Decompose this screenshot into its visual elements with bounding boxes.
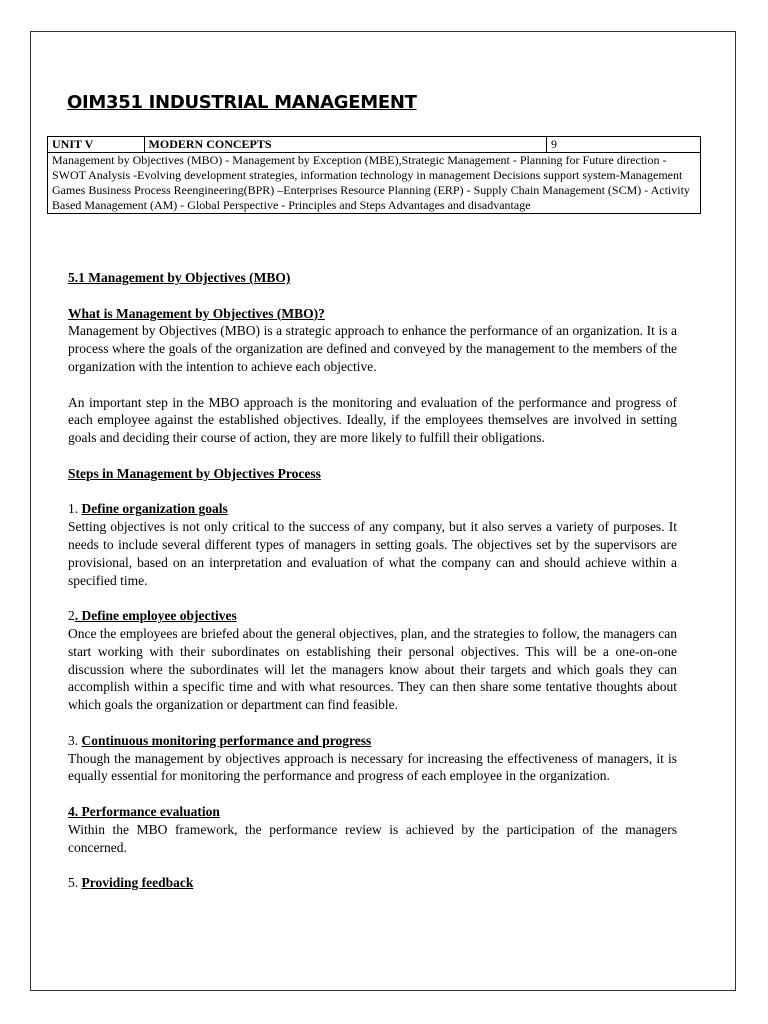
paragraph-1: Management by Objectives (MBO) is a strategic approach to enhance the performance of an organization. It is a process where the goals of the organization are defined and conveyed by the management to the members of the organization with the intention to achieve each objective. bbox=[68, 323, 677, 374]
step-2-text: Once the employees are briefed about the general objectives, plan, and the strategies to follow, the managers can start working with their subordinates on establishing their personal objectives. This will be a one-on-one discussion where the subordinates will let the managers know about their targets and which goals they can accomplish within a specific time and with what resources. They can then share some tentative thoughts about which goals the organization or department can find feasible. bbox=[68, 625, 677, 713]
document-title: OIM351 INDUSTRIAL MANAGEMENT bbox=[67, 92, 417, 113]
steps-heading: Steps in Management by Objectives Process bbox=[68, 465, 321, 481]
step-1-heading: 1. Define organization goals bbox=[68, 501, 228, 517]
step-4-title: 4. Performance evaluation bbox=[68, 803, 220, 819]
unit-syllabus-row bbox=[48, 153, 701, 214]
section-heading: 5.1 Management by Objectives (MBO) bbox=[68, 270, 291, 285]
step-4-heading bbox=[68, 803, 677, 821]
unit-number: UNIT V bbox=[48, 137, 145, 153]
unit-syllabus-text: Management by Objectives (MBO) - Management by Exception (MBE),Strategic Management - Planning for Future direction - SWOT Analysis -Evolving development strategies, information technology in management Decisions support system-Management Games Business Process Reengineering(BPR) –Enterprises Resource Planning (ERP) - Supply Chain Management (SCM) - Activity Based Management (AM) - Global Perspective - Principles and Steps Advantages and disadvantage bbox=[48, 153, 701, 214]
step-5-heading: 5. Providing feedback bbox=[68, 875, 194, 891]
step-2-title: . Define employee objectives bbox=[74, 608, 237, 624]
step-3-text: Though the management by objectives approach is necessary for increasing the effectiveness of managers, it is equally essential for monitoring the performance and progress of each employee in the organization. bbox=[68, 750, 677, 784]
step-1-title: Define organization goals bbox=[81, 501, 228, 517]
subsection-heading-what: What is Management by Objectives (MBO)? bbox=[68, 305, 325, 321]
step-2-heading: 2. Define employee objectives bbox=[68, 608, 237, 624]
step-5-title: Providing feedback bbox=[81, 875, 194, 891]
unit-name: MODERN CONCEPTS bbox=[144, 137, 546, 153]
unit-hours: 9 bbox=[547, 137, 701, 153]
step-3-title: Continuous monitoring performance and progress bbox=[81, 732, 372, 748]
step-4-text: Within the MBO framework, the performance review is achieved by the participation of the managers concerned. bbox=[68, 821, 677, 855]
step-1-text: Setting objectives is not only critical to the success of any company, but it also serves a variety of purposes. It needs to include several different types of managers in setting goals. The objectives set by the supervisors are provisional, based on an interpretation and evaluation of what the company can and should achieve within a specified time. bbox=[68, 519, 677, 588]
unit-syllabus-table bbox=[47, 136, 701, 214]
document-body bbox=[68, 269, 677, 892]
paragraph-2: An important step in the MBO approach is the monitoring and evaluation of the performance and progress of each employee against the established objectives. Ideally, if the employees themselves are involved in setting goals and deciding their course of action, they are more likely to fulfill their obligations. bbox=[68, 394, 677, 446]
step-3-heading: 3. Continuous monitoring performance and progress bbox=[68, 732, 372, 748]
unit-header-row bbox=[48, 137, 701, 153]
